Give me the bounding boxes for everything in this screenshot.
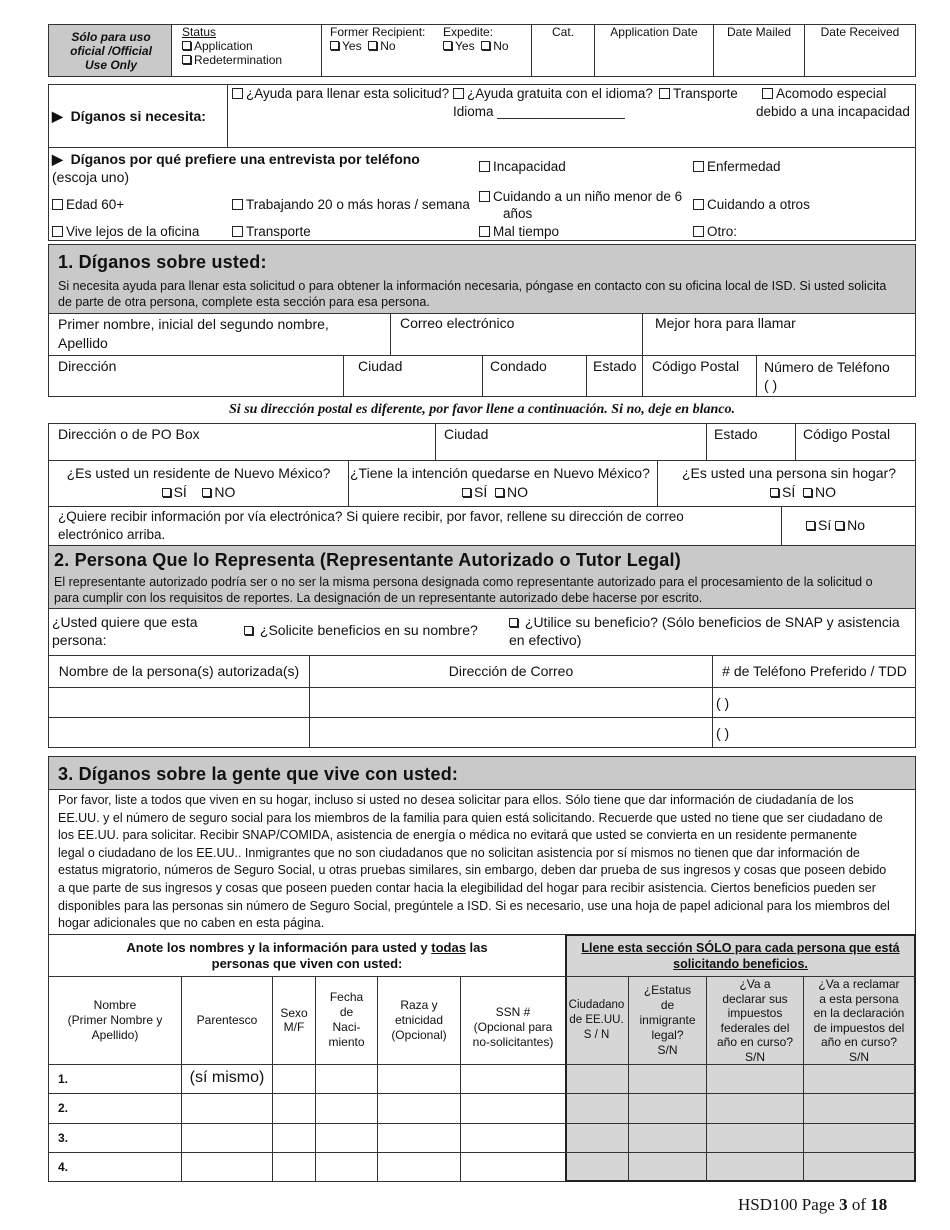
intend-no-checkbox[interactable] bbox=[495, 488, 504, 497]
table-row: 2. bbox=[58, 1101, 69, 1115]
status-field: Status Application Redetermination bbox=[182, 25, 283, 67]
former-yes-checkbox[interactable] bbox=[330, 41, 339, 50]
reason-far-office[interactable]: Vive lejos de la oficina bbox=[52, 224, 199, 240]
mail-zip-field[interactable]: Código Postal bbox=[803, 426, 891, 442]
rep-phone-input[interactable]: ( ) bbox=[716, 695, 730, 711]
resident-no-checkbox[interactable] bbox=[202, 488, 211, 497]
needs-label: ▶ Díganos si necesita: bbox=[52, 108, 206, 124]
reason-age-60[interactable]: Edad 60+ bbox=[52, 197, 124, 213]
col-taxes-header: ¿Va a declarar sus impuestos federales del año en curso? S/N bbox=[716, 977, 794, 1064]
table-row: 4. bbox=[58, 1160, 69, 1174]
county-field[interactable]: Condado bbox=[490, 358, 547, 374]
section3-title: 3. Díganos sobre la gente que vive con usted: bbox=[58, 764, 459, 784]
apply-on-behalf-option[interactable]: ¿Solicite beneficios en su nombre? bbox=[244, 622, 478, 639]
email-field[interactable]: Correo electrónico bbox=[400, 315, 515, 331]
intend-question: ¿Tiene la intención quedarse en Nuevo México? SÍ NO bbox=[350, 465, 650, 500]
mail-city-field[interactable]: Ciudad bbox=[444, 426, 489, 442]
state-field[interactable]: Estado bbox=[593, 358, 637, 374]
self-label: (sí mismo) bbox=[189, 1069, 265, 1086]
col-name-header: Nombre (Primer Nombre y Apellido) bbox=[67, 998, 163, 1042]
mailing-note: Si su dirección postal es diferente, por favor llene a continuación. Si no, deje en blanco. bbox=[229, 402, 735, 417]
rep-phone-input[interactable]: ( ) bbox=[716, 725, 730, 741]
homeless-yes-checkbox[interactable] bbox=[770, 488, 779, 497]
intend-yes-checkbox[interactable] bbox=[462, 488, 471, 497]
reason-weather[interactable]: Mal tiempo bbox=[479, 224, 559, 240]
address-field[interactable]: Dirección bbox=[58, 358, 117, 374]
use-benefit-option[interactable]: ¿Utilice su beneficio? (Sólo beneficios de SNAP y asistencia en efectivo) bbox=[509, 614, 900, 648]
expedite-field: Expedite: Yes No bbox=[443, 25, 509, 53]
resident-question: ¿Es usted un residente de Nuevo México? SÍ NO bbox=[66, 465, 331, 500]
resident-yes-checkbox[interactable] bbox=[162, 488, 171, 497]
section3-intro: Por favor, liste a todos que viven en su hogar, incluso si usted no desea solicitar para ellos. Sólo tiene que dar información de ciudadanía de los EE.UU. y el número de seguro social para los miembros de la familia para quien está solicitando. Recuerde que usted no tiene que ser ciudadano de los EE.UU. para solicitar. Recibir SNAP/COMIDA, asistencia de energía o médica no evitará que usted se convierta en un residente permanente legal o ciudadano de los EE.UU.. Inmigrantes que no son ciudadanos que no solicitan asistencia por sí mismos no tienen que dar información de estatus migratorio, números de Seguro Social, u otras pruebas similares, sin embargo, deben dar prueba de sus ingresos y cosas que poseen debido a que parte de sus ingresos y cosas que poseen pueden contar hacia la elegibilidad del hogar para recibir asistencia. Ciertos beneficios pueden ser disponibles para las personas sin número de Seguro Social, pregúntele a ISD. Si es necesario, use una hoja de papel adicional para los miembros del hogar adicionales que no caben en esta página. bbox=[58, 793, 890, 931]
triangle-icon: ▶ bbox=[52, 108, 63, 124]
disability-line: debido a una incapacidad bbox=[756, 104, 910, 119]
date-received-field: Date Received bbox=[820, 25, 900, 39]
mail-state-field[interactable]: Estado bbox=[714, 426, 758, 442]
need-special-accommodation[interactable]: Acomodo especial bbox=[762, 86, 886, 102]
need-help-filling[interactable]: ¿Ayuda para llenar esta solicitud? bbox=[232, 86, 449, 102]
section2-intro: El representante autorizado podría ser o no ser la misma persona designada como representante autorizado para el procesamiento de la solicitud o para cumplir con los requisitos de reportes. La designación de un representante autorizado debe hacerse por escrito. bbox=[54, 575, 873, 605]
col-citizen-header: Ciudadano de EE.UU. S / N bbox=[568, 999, 625, 1041]
col-ssn-header: SSN # (Opcional para no-solicitantes) bbox=[472, 1005, 554, 1049]
reason-working[interactable]: Trabajando 20 o más horas / semana bbox=[232, 197, 470, 213]
triangle-icon: ▶ bbox=[52, 151, 63, 167]
former-recipient-field: Former Recipient: Yes No bbox=[330, 25, 426, 53]
reason-childcare[interactable]: Cuidando a un niño menor de 6 años bbox=[479, 188, 682, 222]
application-date-field: Application Date bbox=[610, 25, 698, 39]
rep-address-header: Dirección de Correo bbox=[448, 663, 574, 679]
col-immigrant-header: ¿Estatus de inmigrante legal? S/N bbox=[639, 983, 696, 1057]
reason-illness[interactable]: Enfermedad bbox=[693, 159, 781, 175]
reason-caring-others[interactable]: Cuidando a otros bbox=[693, 197, 810, 213]
homeless-no-checkbox[interactable] bbox=[803, 488, 812, 497]
redetermination-checkbox[interactable] bbox=[182, 55, 191, 64]
date-mailed-field: Date Mailed bbox=[726, 25, 792, 39]
former-no-checkbox[interactable] bbox=[368, 41, 377, 50]
homeless-question: ¿Es usted una persona sin hogar? SÍ NO bbox=[681, 465, 896, 500]
best-time-field[interactable]: Mejor hora para llamar bbox=[655, 315, 796, 331]
expedite-yes-checkbox[interactable] bbox=[443, 41, 452, 50]
po-box-field[interactable]: Dirección o de PO Box bbox=[58, 426, 200, 442]
electronic-no-checkbox[interactable] bbox=[835, 521, 844, 530]
electronic-yes-checkbox[interactable] bbox=[806, 521, 815, 530]
section1-title: 1. Díganos sobre usted: bbox=[58, 252, 267, 272]
electronic-question: ¿Quiere recibir información por vía electrónica? Si quiere recibir, por favor, rellene su dirección de correo electrónico arriba. bbox=[58, 509, 684, 542]
office-use-label: Sólo para uso oficial /Official Use Only bbox=[70, 30, 152, 72]
cat-field: Cat. bbox=[551, 25, 574, 39]
section2-title: 2. Persona Que lo Representa (Representante Autorizado o Tutor Legal) bbox=[54, 550, 681, 570]
name-field[interactable]: Primer nombre, inicial del segundo nombre, Apellido bbox=[58, 316, 329, 351]
application-checkbox[interactable] bbox=[182, 41, 191, 50]
household-right-header: Llene esta sección SÓLO para cada persona que está solicitando beneficios. bbox=[581, 941, 900, 971]
phone-field[interactable]: Número de Teléfono ( ) bbox=[764, 359, 890, 393]
section1-intro: Si necesita ayuda para llenar esta solicitud o para obtener la información necesaria, póngase en contacto con su oficina local de ISD. Si usted solicita de parte de otra persona, complete esta sección para esa persona. bbox=[58, 279, 887, 309]
table-row: 1. bbox=[58, 1072, 69, 1086]
reason-other[interactable]: Otro: bbox=[693, 224, 737, 240]
phone-interview-label: ▶ Díganos por qué prefiere una entrevista por teléfono (escoja uno) bbox=[52, 151, 420, 185]
electronic-options: Sí No bbox=[806, 517, 865, 534]
representative-question: ¿Usted quiere que esta persona: bbox=[52, 614, 198, 648]
reason-transport[interactable]: Transporte bbox=[232, 224, 311, 240]
col-sex-header: Sexo M/F bbox=[280, 1006, 308, 1034]
reason-disability[interactable]: Incapacidad bbox=[479, 159, 566, 175]
page-footer: HSD100 Page 3 of 18 bbox=[738, 1195, 888, 1214]
table-row: 3. bbox=[58, 1131, 69, 1145]
col-race-header: Raza y etnicidad (Opcional) bbox=[391, 998, 447, 1042]
city-field[interactable]: Ciudad bbox=[358, 358, 403, 374]
rep-name-header: Nombre de la persona(s) autorizada(s) bbox=[58, 663, 300, 679]
need-language-help[interactable]: ¿Ayuda gratuita con el idioma? bbox=[453, 86, 653, 102]
language-input[interactable]: Idioma _________________ bbox=[453, 104, 625, 119]
col-dob-header: Fecha de Naci- miento bbox=[328, 990, 365, 1049]
expedite-no-checkbox[interactable] bbox=[481, 41, 490, 50]
col-relation-header: Parentesco bbox=[196, 1013, 258, 1027]
col-dependent-header: ¿Va a reclamar a esta persona en la declaración de impuestos del año en curso? S/N bbox=[813, 977, 905, 1064]
rep-phone-header: # de Teléfono Preferido / TDD bbox=[722, 663, 907, 679]
zip-field[interactable]: Código Postal bbox=[652, 358, 740, 374]
household-left-header: Anote los nombres y la información para usted y todas las personas que viven con usted: bbox=[126, 940, 488, 971]
need-transport[interactable]: Transporte bbox=[659, 86, 738, 102]
